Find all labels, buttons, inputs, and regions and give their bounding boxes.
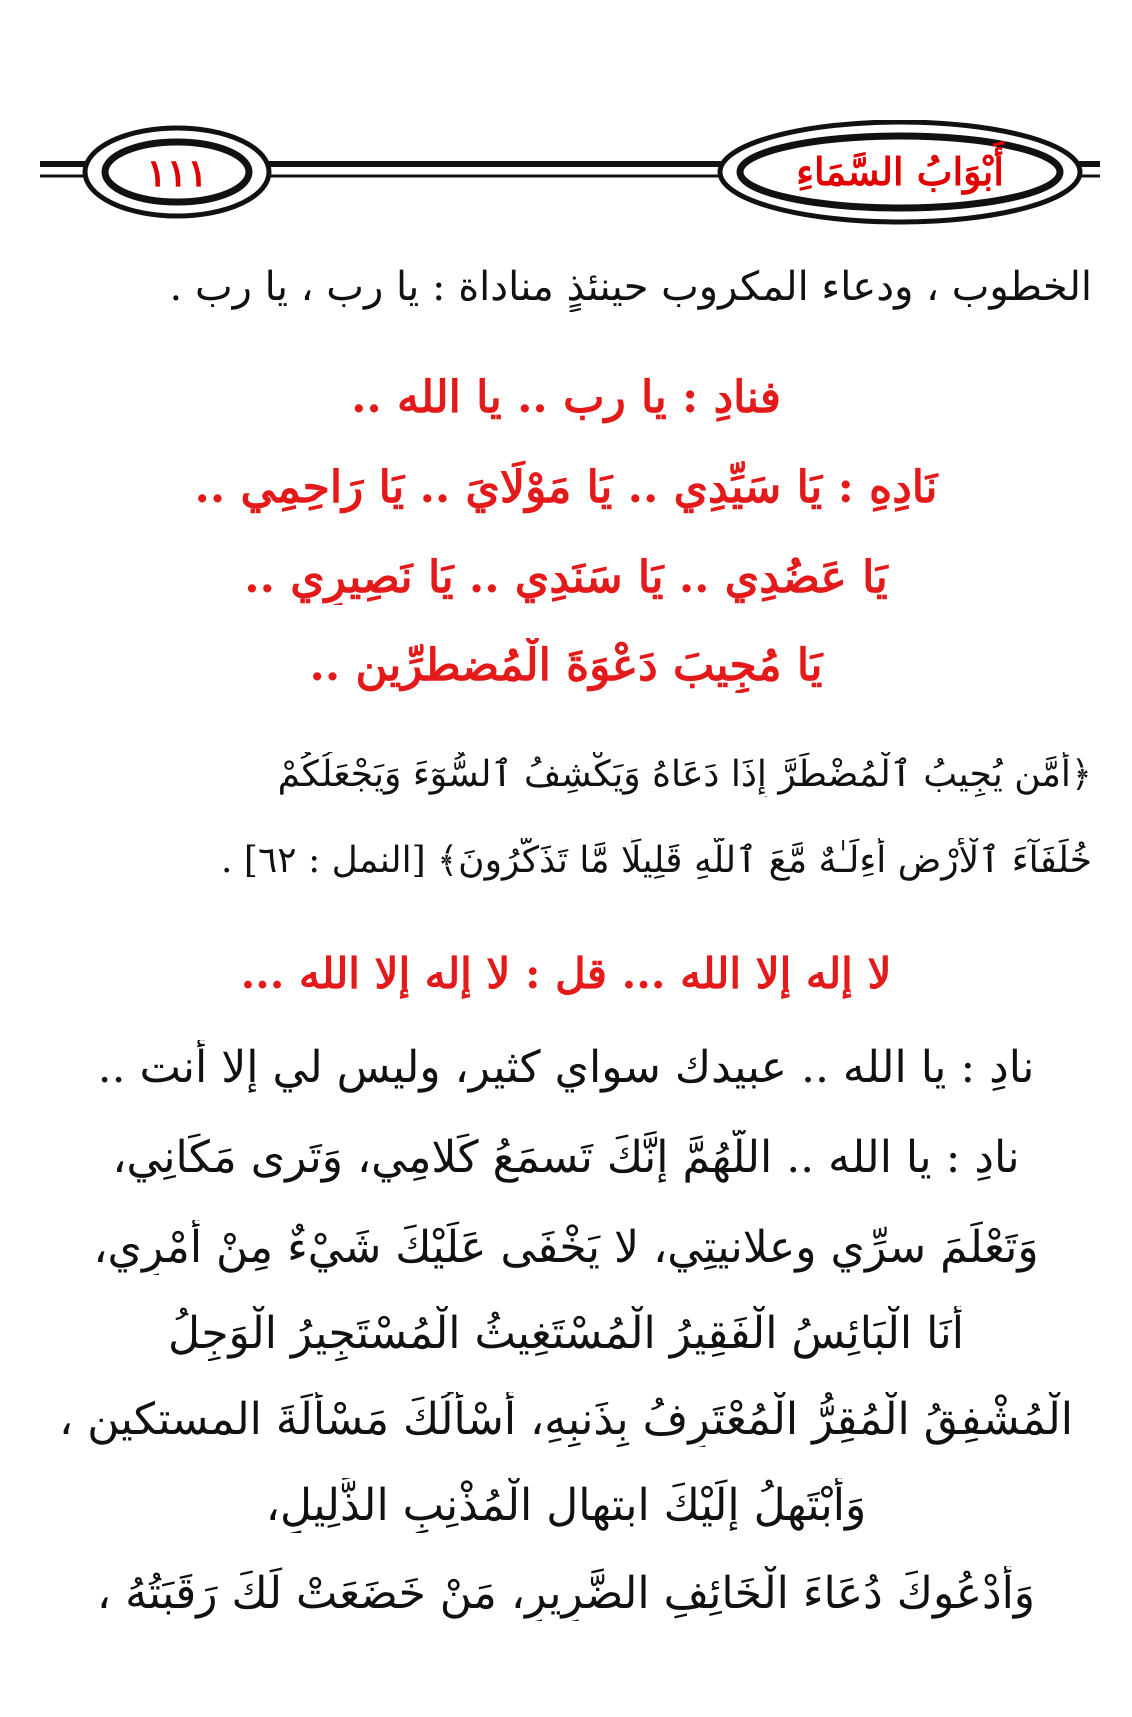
invocation-line-3: يَا عَضُدِي .. يَا سَنَدِي .. يَا نَصِيرِي .. <box>244 552 888 603</box>
intro-line: الخطوب ، ودعاء المكروب حينئذٍ مناداة : يا رب ، يا رب . <box>169 264 1092 310</box>
supplication-line-2: نادِ : يا الله .. اللَّهُمَّ إِنَّكَ تَسمَعُ كَلامِي، وَتَرى مَكَانِي، <box>112 1132 1020 1183</box>
invocation-line-2: نَادِهِ : يَا سَيِّدِي .. يَا مَوْلَايَ .. يَا رَاحِمِي .. <box>194 462 938 513</box>
supplication-line-5: الْمُشْفِقُ الْمُقِرُّ الْمُعْتَرِفُ بِذَنبِهِ، أَسْأَلُكَ مَسْأَلَةَ المستكينِ ، <box>59 1394 1073 1445</box>
page-header <box>40 120 1100 230</box>
page-number: ١١١ <box>146 150 208 195</box>
quran-verse-line-1: ﴿أَمَّن يُجِيبُ ٱلْمُضْطَرَّ إِذَا دَعَاهُ وَيَكْشِفُ ٱلسُّوٓءَ وَيَجْعَلُكُمْ <box>277 754 1092 795</box>
supplication-line-4: أَنَا الْبَائِسُ الْفَقِيرُ الْمُسْتَغِيثُ الْمُسْتَجِيرُ الْوَجِلُ <box>168 1308 964 1359</box>
supplication-line-6: وَأَبْتَهِلُ إِلَيْكَ ابتهال الْمُذْنِبِ الذَّلِيلِ، <box>265 1480 867 1531</box>
book-title: أَبْوَابُ السَّمَاءِ <box>796 149 1004 194</box>
invocation-line-4: يَا مُجِيبَ دَعْوَةَ الْمُضطرِّين .. <box>309 640 823 691</box>
supplication-line-3: وَتَعْلَمَ سرِّي وعلانيتِي، لا يَخْفَى عَلَيْكَ شَيْءٌ مِنْ أَمْرِي، <box>93 1222 1039 1273</box>
supplication-line-7: وَأَدْعُوكَ دُعَاءَ الْخَائِفِ الضَّرِيرِ، مَنْ خَضَعَتْ لَكَ رَقَبَتُهُ ، <box>96 1568 1036 1619</box>
invocation-line-1: فنادِ : يا رب .. يا الله .. <box>351 372 781 423</box>
quran-verse-line-2: خُلَفَآءَ ٱلْأَرْضِ أَءِلَـٰهٌ مَّعَ ٱللَّهِ قَلِيلًا مَّا تَذَكَّرُونَ﴾ [النمل : ٦٢] . <box>221 840 1092 881</box>
supplication-line-1: نادِ : يا الله .. عبيدك سواي كثير، وليس لي إلا أنت .. <box>97 1042 1035 1093</box>
tahlil-line: لا إله إلا الله ... قل : لا إله إلا الله ... <box>240 949 892 998</box>
